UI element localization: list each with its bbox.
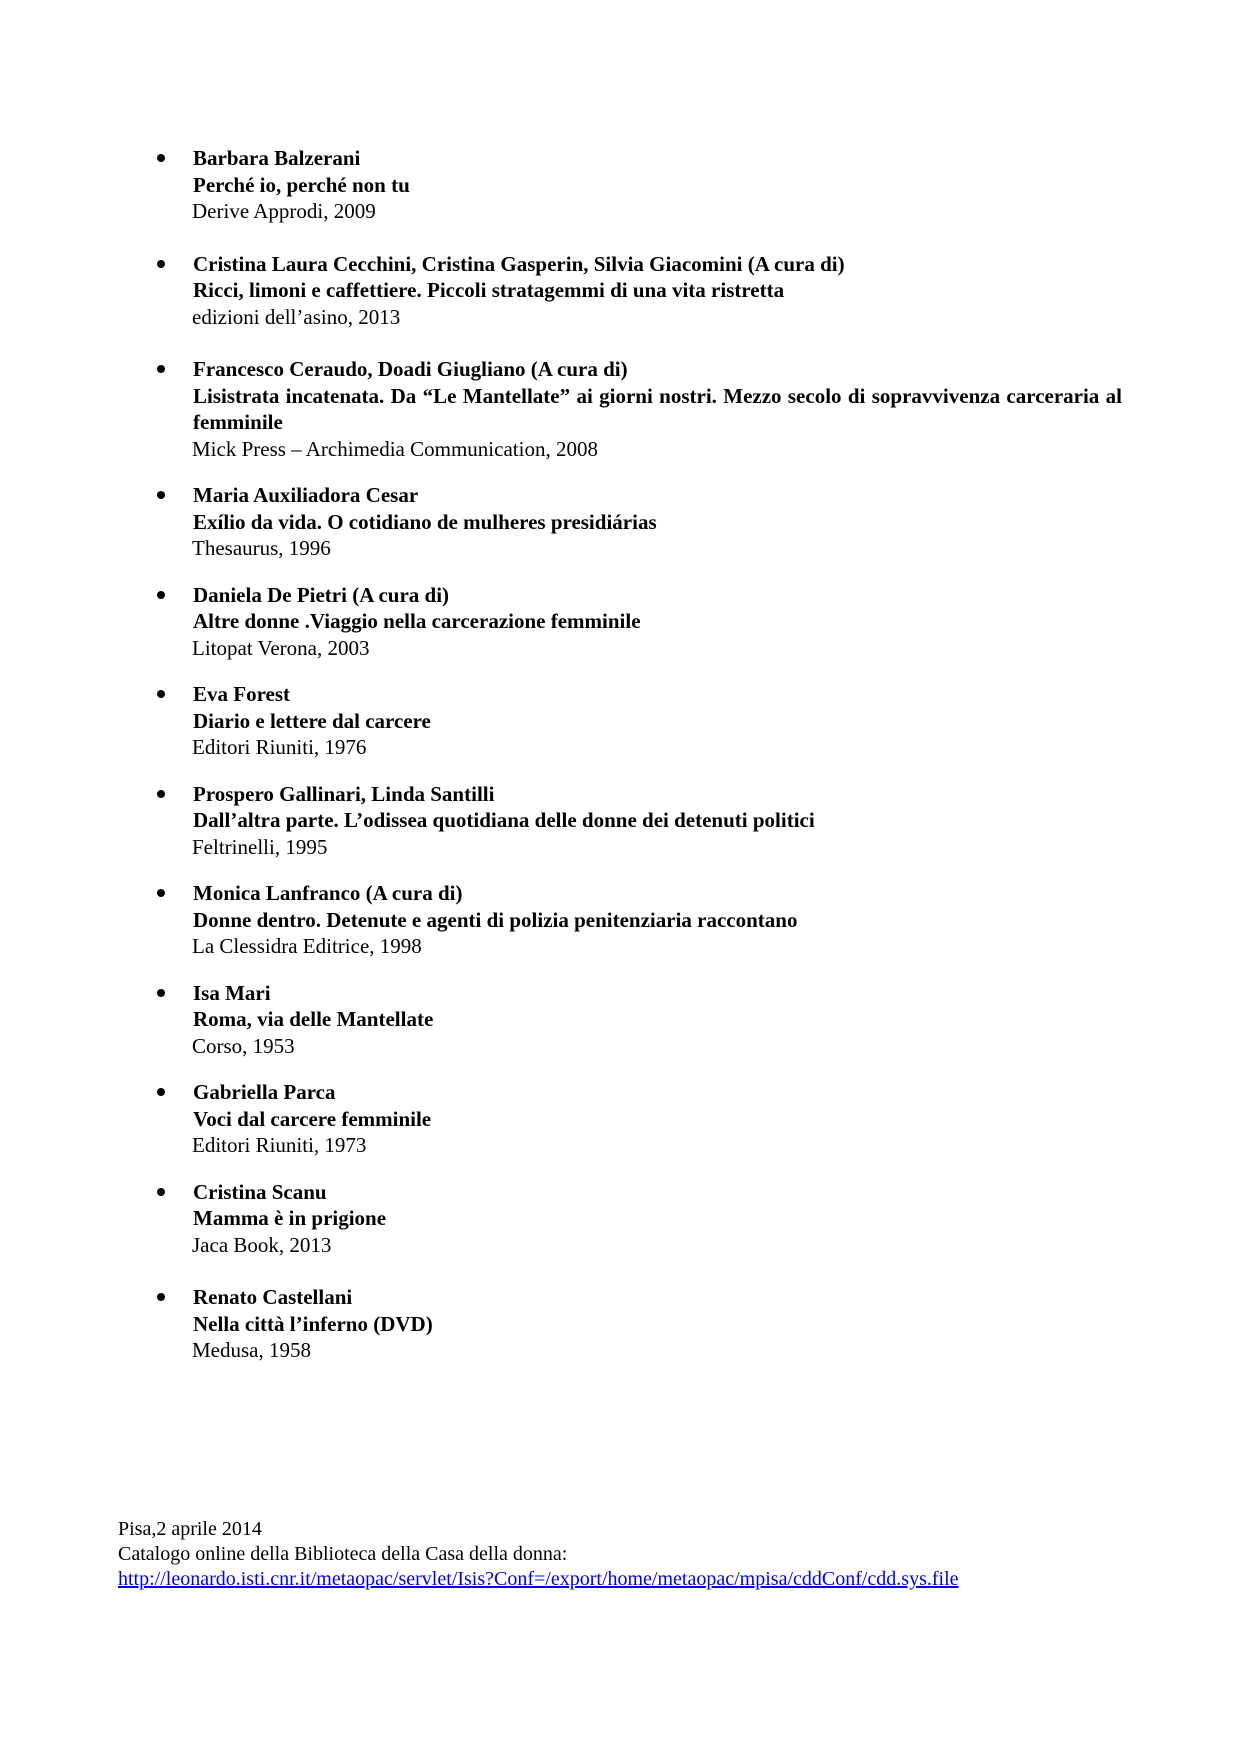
bullet-icon — [157, 1188, 165, 1196]
entry-title: Altre donne .Viaggio nella carcerazione femminile — [193, 609, 641, 633]
entry-author: Cristina Laura Cecchini, Cristina Gasperin, Silvia Giacomini (A cura di) — [193, 251, 845, 276]
entry-title: Diario e lettere dal carcere — [193, 708, 431, 733]
entry-author: Eva Forest — [193, 682, 291, 706]
entry-publisher: Medusa, 1958 — [192, 1338, 311, 1362]
entry-author: Barbara Balzerani — [193, 146, 361, 170]
entry-publisher: La Clessidra Editrice, 1998 — [192, 934, 422, 958]
entry-title: Donne dentro. Detenute e agenti di polizia penitenziaria raccontano — [193, 907, 798, 932]
bibliography-entry — [0, 1079, 1240, 1159]
bullet-icon — [157, 1293, 165, 1301]
bibliography-entry — [0, 980, 1240, 1060]
bullet-icon — [157, 591, 165, 599]
bibliography-entry — [0, 356, 1240, 462]
entry-publisher: Derive Approdi, 2009 — [192, 199, 376, 223]
entry-title: Ricci, limoni e caffettiere. Piccoli stratagemmi di una vita ristretta — [193, 278, 785, 302]
entry-publisher: Feltrinelli, 1995 — [192, 834, 328, 859]
footer-catalog-label: Catalogo online della Biblioteca della Casa della donna: — [118, 1543, 568, 1565]
bibliography-entry — [0, 880, 1240, 960]
bibliography-entry — [0, 251, 1240, 331]
bibliography-entry — [0, 482, 1240, 562]
bullet-icon — [157, 365, 165, 373]
entry-publisher: Corso, 1953 — [192, 1033, 295, 1058]
entry-publisher: Mick Press – Archimedia Communication, 2008 — [192, 436, 598, 461]
entry-publisher: Jaca Book, 2013 — [192, 1232, 332, 1257]
bibliography-entry — [0, 1179, 1240, 1259]
entry-author: Gabriella Parca — [193, 1080, 336, 1104]
bullet-icon — [157, 260, 165, 268]
entry-title: Mamma è in prigione — [193, 1206, 387, 1230]
bibliography-entry — [0, 781, 1240, 861]
entry-publisher: Editori Riuniti, 1973 — [192, 1133, 367, 1157]
entry-title: Roma, via delle Mantellate — [193, 1007, 434, 1031]
footer-place-date: Pisa,2 aprile 2014 — [118, 1518, 262, 1540]
entry-title: Perché io, perché non tu — [193, 172, 410, 197]
entry-title: Voci dal carcere femminile — [193, 1106, 432, 1131]
entry-author: Isa Mari — [193, 980, 271, 1005]
bullet-icon — [157, 690, 165, 698]
entry-author: Maria Auxiliadora Cesar — [193, 483, 419, 507]
footer — [118, 1517, 959, 1592]
bibliography-list — [0, 145, 1240, 1364]
entry-publisher: edizioni dell’asino, 2013 — [192, 304, 401, 329]
entry-author: Monica Lanfranco (A cura di) — [193, 881, 463, 905]
bibliography-entry — [0, 145, 1240, 225]
bullet-icon — [157, 889, 165, 897]
bullet-icon — [157, 989, 165, 997]
entry-publisher: Editori Riuniti, 1976 — [192, 735, 367, 759]
entry-publisher: Thesaurus, 1996 — [192, 536, 331, 560]
bullet-icon — [157, 154, 165, 162]
bibliography-entry — [0, 681, 1240, 761]
bibliography-entry — [0, 1284, 1240, 1364]
bullet-icon — [157, 790, 165, 798]
entry-title: Exílio da vida. O cotidiano de mulheres presidiárias — [193, 509, 657, 534]
bullet-icon — [157, 491, 165, 499]
entry-author: Prospero Gallinari, Linda Santilli — [193, 781, 495, 806]
entry-author: Daniela De Pietri (A cura di) — [193, 582, 450, 607]
entry-author: Francesco Ceraudo, Doadi Giugliano (A cura di) — [193, 357, 628, 381]
catalog-link[interactable]: http://leonardo.isti.cnr.it/metaopac/servlet/Isis?Conf=/export/home/metaopac/mpisa/cddConf/cdd.sys.file — [118, 1568, 959, 1590]
entry-publisher: Litopat Verona, 2003 — [192, 635, 370, 660]
entry-title: Nella città l’inferno (DVD) — [193, 1311, 433, 1336]
entry-author: Renato Castellani — [193, 1285, 353, 1309]
entry-author: Cristina Scanu — [193, 1179, 327, 1204]
entry-title: Dall’altra parte. L’odissea quotidiana delle donne dei detenuti politici — [193, 808, 815, 832]
entry-title: Lisistrata incatenata. Da “Le Mantellate” ai giorni nostri. Mezzo secolo di sopravvivenza carceraria al femminile — [193, 383, 1122, 434]
bullet-icon — [157, 1088, 165, 1096]
bibliography-entry — [0, 582, 1240, 662]
